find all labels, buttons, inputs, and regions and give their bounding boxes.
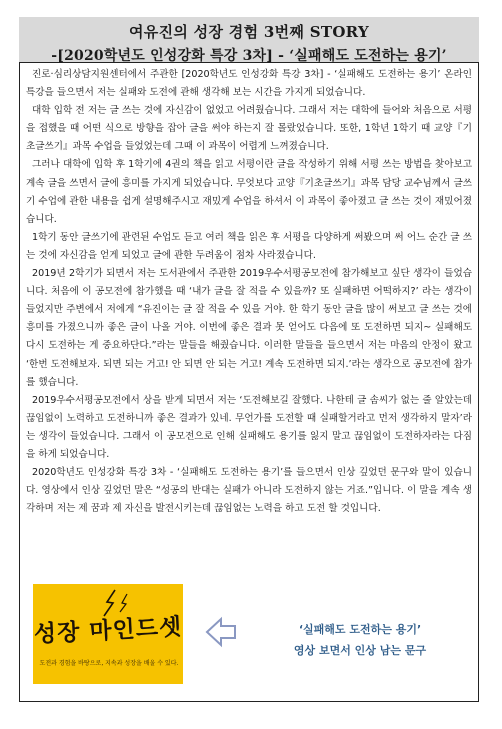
title-box — [19, 17, 479, 63]
banner-title: 성장 마인드셋 — [33, 614, 183, 648]
paragraph: 1학기 동안 글쓰기에 관련된 수업도 듣고 여러 책을 읽은 후 서평을 다양하게 써봤으며 써 어느 순간 글 쓰는 것에 자신감을 얻게 되었고 글에 관한 두려움이 점차 사라졌습니다. — [26, 231, 472, 261]
page-title: 여유진의 성장 경험 3번째 STORY — [129, 23, 369, 41]
paragraph: 그러나 대학에 입학 후 1학기에 4권의 책을 읽고 서평이란 글을 작성하기 위해 서평 쓰는 방법을 찾아보고 계속 글을 쓰면서 글에 흥미를 가지게 되었습니다. 무엇보다 교양『기초글쓰기』과목 담당 교수님께서 글쓰기 수업에 관한 내용을 쉽게 설명해주시고 재밌게 수업을 하셔서 이 과목이 좋아졌고 글 쓰는 것이 재밌어졌습니다. — [26, 159, 472, 225]
paragraph: 대학 입학 전 저는 글 쓰는 것에 자신감이 없었고 어려웠습니다. 그래서 저는 대학에 들어와 처음으로 서평을 접했을 때 어떤 식으로 방향을 잡아 글을 써야 하는지 잘 몰랐었습니다. 또한, 1학년 1학기 때 교양『기초글쓰기』과목 수업을 들었었는데 그때 이 과목이 어렵게 느껴졌습니다. — [26, 105, 472, 153]
article-body — [26, 66, 472, 571]
paragraph: 2019년 2학기가 되면서 저는 도서관에서 주관한 2019우수서평공모전에 참가해보고 싶단 생각이 들었습니다. 처음에 이 공모전에 참가했을 때 ‘내가 글을 잘 적을 수 있을까? 또 실패하면 어떡하지?’ 라는 생각이 들었지만 주변에서 저에게 “유진이는 글 잘 적을 수 있을 거야. 한 학기 동안 글을 많이 써보고 글 쓰는 것에 흥미를 가졌으니까 좋은 글이 나올 거야. 이번에 좋은 결과 못 얻어도 다음에 또 도전하면 되지~ 실패해도 다시 도전하는 게 중요하단다.”라는 말들을 해줬습니다. 이러한 말들을 들으면서 저는 마음의 안정이 왔고 ‘한번 도전해보자. 되면 되는 거고! 안 되면 안 되는 거고! 계속 도전하면 되지.’라는 생각으로 공모전에 참가를 했습니다. — [26, 268, 472, 388]
growth-mindset-banner — [33, 584, 183, 684]
page-subtitle: -[2020학년도 인성강화 특강 3차] - ‘실패해도 도전하는 용기’ — [51, 48, 447, 64]
paragraph: 2020학년도 인성강화 특강 3차 - ‘실패해도 도전하는 용기’를 들으면서 인상 깊었던 문구와 말이 있습니다. 영상에서 인상 깊었던 말은 “성공의 반대는 실패가 아니라 도전하지 않는 거죠.”입니다. 이 말을 계속 생각하며 저는 제 꿈과 제 자신을 발전시키는데 끊임없는 노력을 하고 도전 할 것입니다. — [26, 467, 472, 515]
caption — [240, 619, 480, 661]
caption-description: 영상 보면서 인상 남는 문구 — [293, 644, 427, 657]
banner-subtitle: 도전과 경험을 바탕으로, 지속과 성장을 배울 수 있다. — [39, 660, 179, 667]
paragraph: 2019우수서평공모전에서 상을 받게 되면서 저는 ‘도전해보길 잘했다. 나한테 글 솜씨가 없는 줄 알았는데 끊임없이 노력하고 도전하니까 좋은 결과가 있네. 무언가를 도전할 때 실패할거라고 먼저 생각하지 말자’라는 생각이 들었습니다. 그래서 이 공모전으로 인해 실패해도 용기를 잃지 말고 끊임없이 도전하자라는 다짐을 하게 되었습니다. — [26, 394, 472, 460]
paragraph: 진로·심리상담지원센터에서 주관한 [2020학년도 인성강화 특강 3차] - ‘실패해도 도전하는 용기’ 온라인 특강을 들으면서 저는 실패와 도전에 관해 생각해 보는 시간을 가지게 되었습니다. — [26, 69, 472, 99]
left-arrow-icon — [205, 616, 237, 648]
caption-quote: ‘실패해도 도전하는 용기’ — [298, 623, 422, 636]
